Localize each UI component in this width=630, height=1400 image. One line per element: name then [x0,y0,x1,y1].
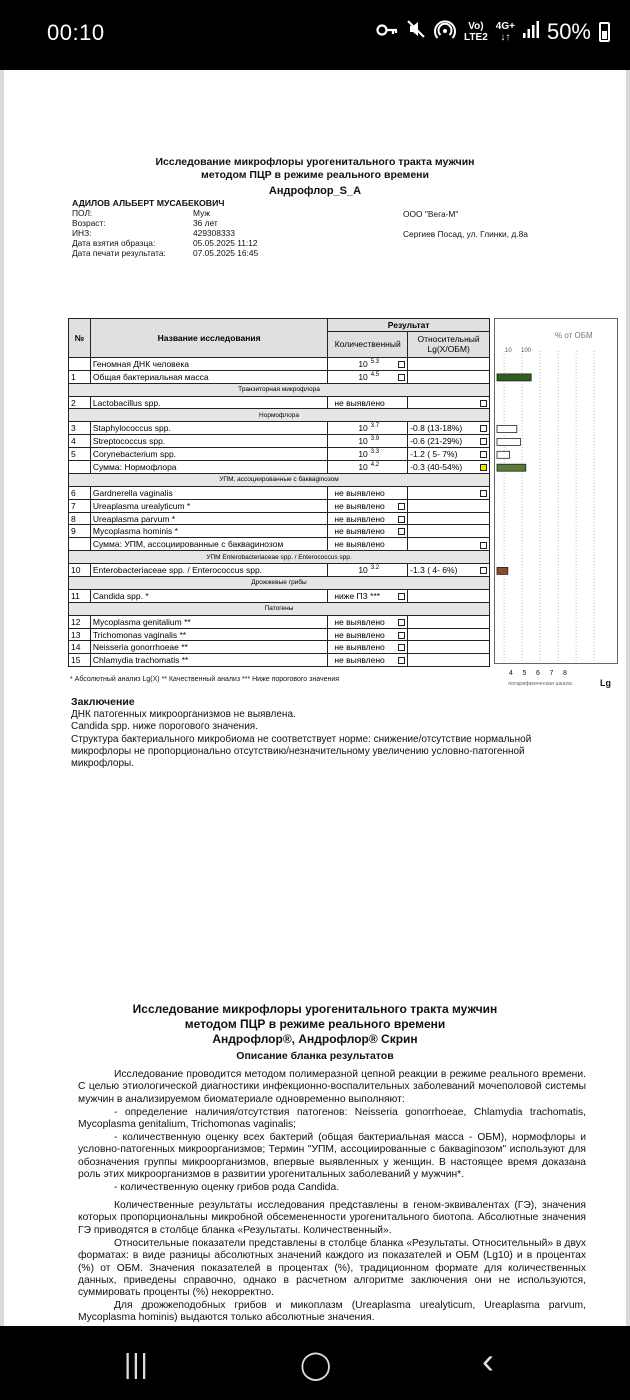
row-test-name: Общая бактериальная масса [90,370,327,383]
table-row [69,628,490,641]
row-quantitative: 10 $^{4.2}$ [328,461,408,474]
row-relative [408,486,490,499]
page2-para-7: Для дрожжеподобных грибов и микоплазм (Ureaplasma urealyticum, Ureaplasma parvum, Mycoplasma hominis) выдаются только абсолютные значения. [78,1300,586,1324]
row-quantitative: не выявлено [328,615,408,628]
row-relative: -0.8 (13-18%) [408,422,490,435]
table-row [69,654,490,667]
row-test-name: Enterobacteriaceae spp. / Enterococcus spp. [90,564,327,577]
page2-para-5: Количественные результаты исследования представлены в геном-эквивалентах (ГЭ), значения которых пропорциональны микробной обсемененности урогенитального биотопа. Абсолютные значения ГЭ приводятся в столбце бланка «Результаты. Количественный». [78,1200,586,1236]
row-number: 8 [69,512,91,525]
section-title: Патогены [69,602,490,615]
row-relative: -1.3 ( 4- 6%) [408,564,490,577]
patient-values: Муж 36 лет 429308333 05.05.2025 11:12 07.05.2025 16:45 [193,208,259,258]
row-test-name: Corynebacterium spp. [90,448,327,461]
table-row [69,525,490,538]
page2-title-line-3: Андрофлор®, Андрофлор® Скрин [212,1032,418,1046]
row-relative: -0.3 (40-54%) [408,461,490,474]
result-checkbox [398,619,405,626]
table-row [69,589,490,602]
volte-indicator: Vo) LTE2 [464,20,488,43]
recent-apps-button[interactable]: ||| [124,1348,149,1379]
report-test-name: Андрофлор_S_A [268,185,362,197]
section-title: Транзиторная микрофлора [69,383,490,396]
graph-bar [497,374,531,381]
row-test-name: Trichomonas vaginalis ** [90,628,327,641]
row-number: 7 [69,499,91,512]
section-title: Дрожжевые грибы [69,577,490,590]
document-page-1 [4,70,626,1004]
graph-scale-label: логарифмическая шкала [508,681,572,687]
row-number: 1 [69,370,91,383]
home-button[interactable]: ◯ [300,1349,332,1380]
table-section-row [69,473,490,486]
row-quantitative: ниже ПЗ *** [328,589,408,602]
conclusion-text: ДНК патогенных микроорганизмов не выявлена. Candida spp. ниже порогового значения. Структура бактериального микробиома не соответствует норме: снижение/отсутствие нормальной микрофлоры не пропорционально отсутствию/незначительному увеличению условно-патогенной микрофлоры. [71,709,532,770]
row-relative: -1.2 ( 5- 7%) [408,448,490,461]
row-quantitative: 10 $^{4.5}$ [328,370,408,383]
row-relative: -0.6 (21-29%) [408,435,490,448]
row-test-name: Ureaplasma parvum * [90,512,327,525]
result-checkbox [480,451,487,458]
row-test-name: Ureaplasma urealyticum * [90,499,327,512]
network-gen-indicator: 4G+ ↓↑ [495,20,515,43]
row-quantitative: не выявлено [328,396,408,409]
page2-para-3: - количественную оценку всех бактерий (общая бактериальная масса - ОБМ), нормофлоры и условно-патогенных микроорганизмов; Термин "УПМ, ассоциированные с бакваginозом" используют для обозначения группы микроорганизмов, впервые выявленных у женщин. В настоящее время доказана роль этих микроорганизмов в развитии урогенитальных заболеваний у мужчин*. [78,1132,586,1180]
result-checkbox [398,593,405,600]
page2-para-6: Относительные показатели представлены в столбце бланка «Результаты. Относительный» в двух форматах: в виде разницы абсолютных значений каждого из показателей и ОБМ (Lg10) и в процентах (%) от ОБМ. Значения показателей в процентах (%), традиционном формате для количественных данных, приведены справочно, однако в расчетном алгоритме заключения они не используются, суммировать проценты (%) некорректно. [78,1238,586,1299]
row-quantitative: 10 $^{3.7}$ [328,422,408,435]
table-section-row [69,551,490,564]
col-relative: Относительный Lg(X/ОБМ) [408,331,490,357]
row-relative [408,641,490,654]
row-number: 2 [69,396,91,409]
result-checkbox [480,464,487,471]
row-quantitative: 10 $^{3.9}$ [328,435,408,448]
status-bar [0,0,630,70]
row-test-name: Candida spp. * [90,589,327,602]
col-quantitative: Количественный [328,331,408,357]
document-page-2 [4,942,626,1326]
row-number: 12 [69,615,91,628]
row-relative [408,615,490,628]
row-number: 11 [69,589,91,602]
table-section-row [69,577,490,590]
row-quantitative: 10 $^{5.3}$ [328,357,408,370]
key-icon [376,21,398,42]
row-quantitative: не выявлено [328,499,408,512]
row-number: 15 [69,654,91,667]
table-row [69,641,490,654]
table-row [69,564,490,577]
table-row [69,486,490,499]
section-title: Нормофлора [69,409,490,422]
row-test-name: Mycoplasma genitalium ** [90,615,327,628]
graph-bar [497,567,508,574]
row-number [69,357,91,370]
battery-percent: 50% [546,18,591,44]
row-number: 4 [69,435,91,448]
results-table [68,318,490,667]
conclusion-title: Заключение [71,696,135,708]
document-viewer[interactable] [0,70,630,1326]
page2-para-1: Исследование проводится методом полимеразной цепной реакции в режиме реального времени. С целью этиологической диагностики инфекционно-воспалительных заболеваний мочеполовой системы мужчин в анализируемом биоматериале одновременно выполняют: [78,1069,586,1105]
row-test-name: Сумма: УПМ, ассоциированные с бакваgинозом [90,538,327,551]
row-relative [408,628,490,641]
page2-title-line-1: Исследование микрофлоры урогенитального тракта мужчин [132,1002,498,1016]
table-row [69,435,490,448]
result-checkbox [480,490,487,497]
navigation-bar [0,1326,630,1400]
section-title: УПМ, ассоциированные с бакваginозом [69,473,490,486]
table-row [69,461,490,474]
graph-svg [495,319,619,665]
row-test-name: Сумма: Нормофлора [90,461,327,474]
row-relative [408,370,490,383]
table-section-row [69,409,490,422]
row-relative [408,512,490,525]
row-quantitative: не выявлено [328,525,408,538]
row-number: 9 [69,525,91,538]
lab-organization: ООО "Вега-М" [403,209,459,219]
table-row [69,370,490,383]
row-test-name: Геномная ДНК человека [90,357,327,370]
table-row [69,538,490,551]
table-row [69,448,490,461]
log-scale-graph [494,318,618,664]
page2-subtitle: Описание бланка результатов [236,1050,394,1062]
row-quantitative: не выявлено [328,512,408,525]
col-num: № [69,319,91,358]
table-row [69,512,490,525]
table-row [69,357,490,370]
page2-para-2: - определение наличия/отсутствия патогенов: Neisseria gonorrhoeae, Chlamydia trachomatis, Mycoplasma genitalium, Trichomonas vaginalis; [78,1107,586,1131]
hotspot-icon [434,18,456,45]
back-button[interactable]: ‹ [482,1340,494,1381]
patient-name: АДИЛОВ АЛЬБЕРТ МУСАБЕКОВИЧ [72,198,225,208]
table-row [69,499,490,512]
row-relative [408,357,490,370]
result-checkbox [398,374,405,381]
graph-lg-label: Lg [600,678,611,688]
report-title-line-1: Исследование микрофлоры урогенитального тракта мужчин [155,156,475,168]
row-number: 14 [69,641,91,654]
result-checkbox [480,400,487,407]
result-checkbox [480,542,487,549]
row-quantitative: не выявлено [328,654,408,667]
page2-title-line-2: методом ПЦР в режиме реального времени [184,1017,446,1031]
row-number: 13 [69,628,91,641]
battery-icon [599,22,610,42]
row-relative [408,538,490,551]
row-quantitative: не выявлено [328,486,408,499]
result-checkbox [398,657,405,664]
table-section-row [69,383,490,396]
row-quantitative: не выявлено [328,641,408,654]
lab-address: Сергиев Посад, ул. Глинки, д.8а [403,229,528,239]
col-test-name: Название исследования [90,319,327,358]
row-relative [408,589,490,602]
row-number: 3 [69,422,91,435]
graph-bar [497,451,510,458]
graph-bar [497,464,526,471]
row-test-name: Streptococcus spp. [90,435,327,448]
table-row [69,396,490,409]
row-number: 10 [69,564,91,577]
section-title: УПМ Enterobacteriaceae spp. / Enterococcus spp. [69,551,490,564]
graph-bar [497,438,520,445]
row-quantitative: 10 $^{3.3}$ [328,448,408,461]
status-time: 00:10 [47,20,105,45]
graph-tick-10: 10 [505,348,512,354]
row-test-name: Neisseria gonorrhoeae ** [90,641,327,654]
result-checkbox [398,516,405,523]
row-number: 6 [69,486,91,499]
result-checkbox [480,425,487,432]
row-quantitative: не выявлено [328,628,408,641]
row-relative [408,654,490,667]
row-test-name: Gardnerella vaginalis [90,486,327,499]
result-checkbox [398,632,405,639]
row-test-name: Staphylococcus spp. [90,422,327,435]
row-test-name: Chlamydia trachomatis ** [90,654,327,667]
report-title-line-2: методом ПЦР в режиме реального времени [201,169,429,181]
graph-pct-label: % от ОБМ [555,331,593,340]
signal-icon [523,20,539,43]
page2-para-4: - количественную оценку грибов рода Candida. [114,1182,340,1193]
row-relative [408,396,490,409]
result-checkbox [398,528,405,535]
row-quantitative: не выявлено [328,538,408,551]
table-row [69,615,490,628]
result-checkbox [398,361,405,368]
patient-labels: ПОЛ: Возраст: ИНЗ: Дата взятия образца: Дата печати результата: [72,208,166,258]
row-relative [408,499,490,512]
result-checkbox [480,438,487,445]
result-checkbox [480,567,487,574]
row-number: 5 [69,448,91,461]
row-number [69,461,91,474]
table-footnote: * Абсолютный анализ Lg(X) ** Качественный анализ *** Ниже порогового значения [70,676,340,683]
table-section-row [69,602,490,615]
graph-tick-100: 100 [521,348,532,354]
result-checkbox [398,503,405,510]
col-result: Результат [328,319,490,332]
result-checkbox [398,644,405,651]
row-relative [408,525,490,538]
graph-bottom-ticks: 45678 [509,670,577,677]
status-icons [376,18,610,45]
row-number [69,538,91,551]
row-test-name: Lactobacillus spp. [90,396,327,409]
mute-icon [406,19,426,44]
graph-bar [497,426,517,433]
row-quantitative: 10 $^{3.2}$ [328,564,408,577]
row-test-name: Mycoplasma hominis * [90,525,327,538]
table-row [69,422,490,435]
